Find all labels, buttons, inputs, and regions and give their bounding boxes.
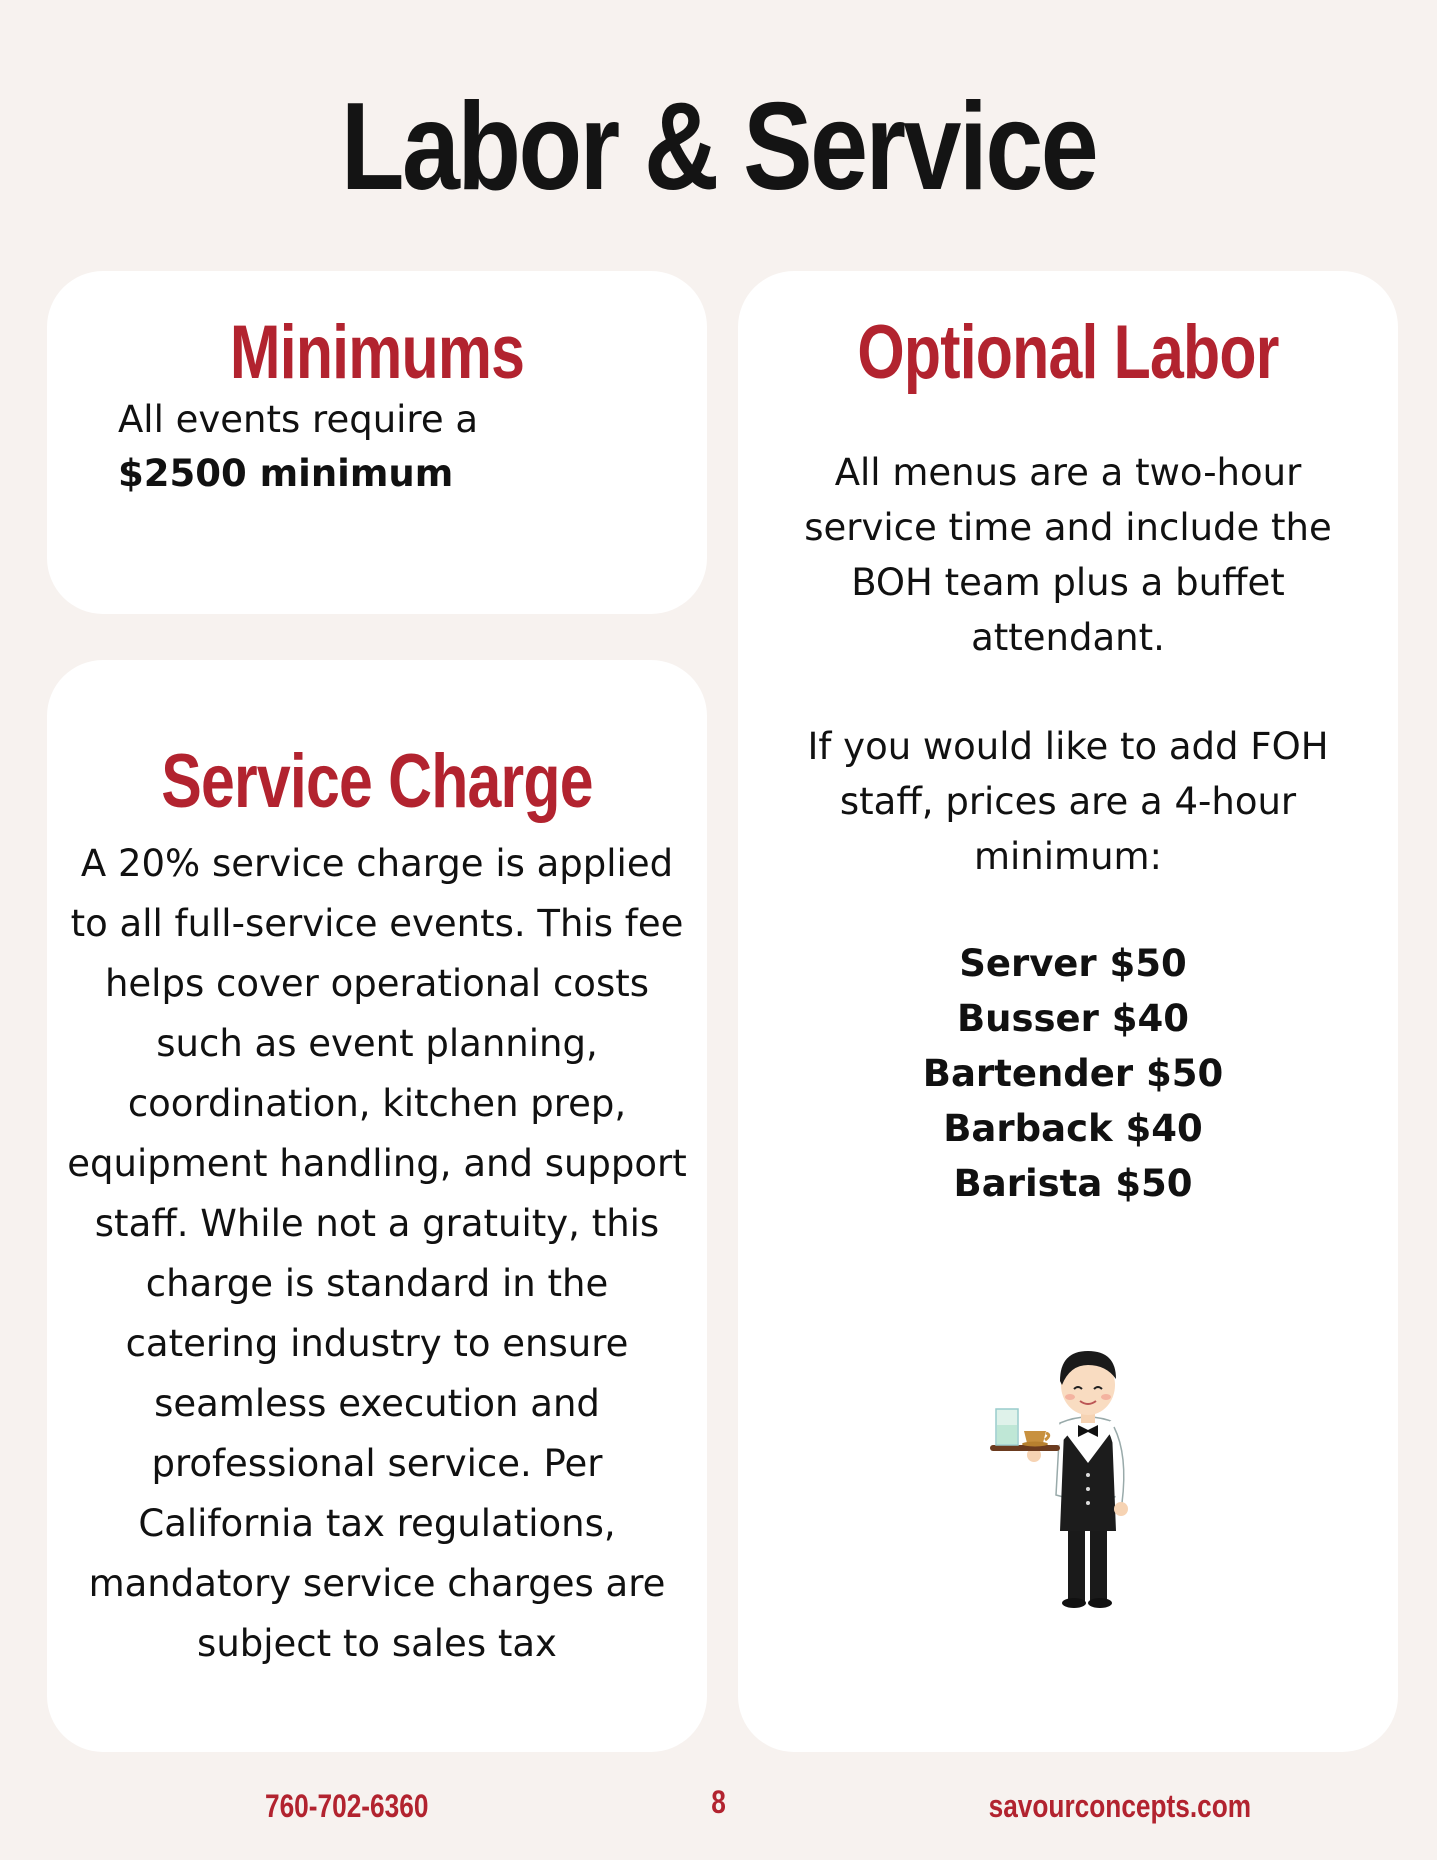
page-title: Labor & Service <box>340 78 1097 216</box>
service-charge-card <box>47 660 707 1752</box>
footer-website[interactable]: savourconcepts.com <box>988 1788 1251 1824</box>
service-charge-text: A 20% service charge is applied to all full-service events. This fee helps cover operational costs such as event planning, coordination, kitchen prep, equipment handling, and support staff. While not a gratuity, this charge is standard in the catering industry to ensure seamless execution and professional service. Per California tax regulations, mandatory service charges are subject to sales tax <box>67 842 687 1665</box>
minimums-heading: Minimums <box>229 310 525 395</box>
waiter-illustration <box>990 1345 1140 1610</box>
rate-busser: Busser $40 <box>956 997 1190 1040</box>
minimums-text <box>118 393 618 501</box>
service-charge-heading: Service Charge <box>161 739 593 824</box>
minimums-card <box>47 271 707 614</box>
minimums-text-prefix: All events require a <box>118 398 479 441</box>
rate-server: Server $50 <box>959 942 1187 985</box>
optional-labor-paragraph-1: All menus are a two-hour service time and include the BOH team plus a buffet attendant. <box>804 451 1332 659</box>
footer-phone[interactable]: 760-702-6360 <box>265 1788 429 1824</box>
rate-barista: Barista $50 <box>953 1162 1193 1205</box>
staff-rate-list <box>778 936 1368 1211</box>
rate-bartender: Bartender $50 <box>922 1052 1224 1095</box>
optional-labor-heading: Optional Labor <box>857 310 1279 395</box>
optional-labor-paragraph-2: If you would like to add FOH staff, prices are a 4-hour minimum: <box>807 725 1329 878</box>
minimums-amount: $2500 minimum <box>118 452 454 495</box>
footer-page-number: 8 <box>711 1784 726 1820</box>
rate-barback: Barback $40 <box>943 1107 1203 1150</box>
